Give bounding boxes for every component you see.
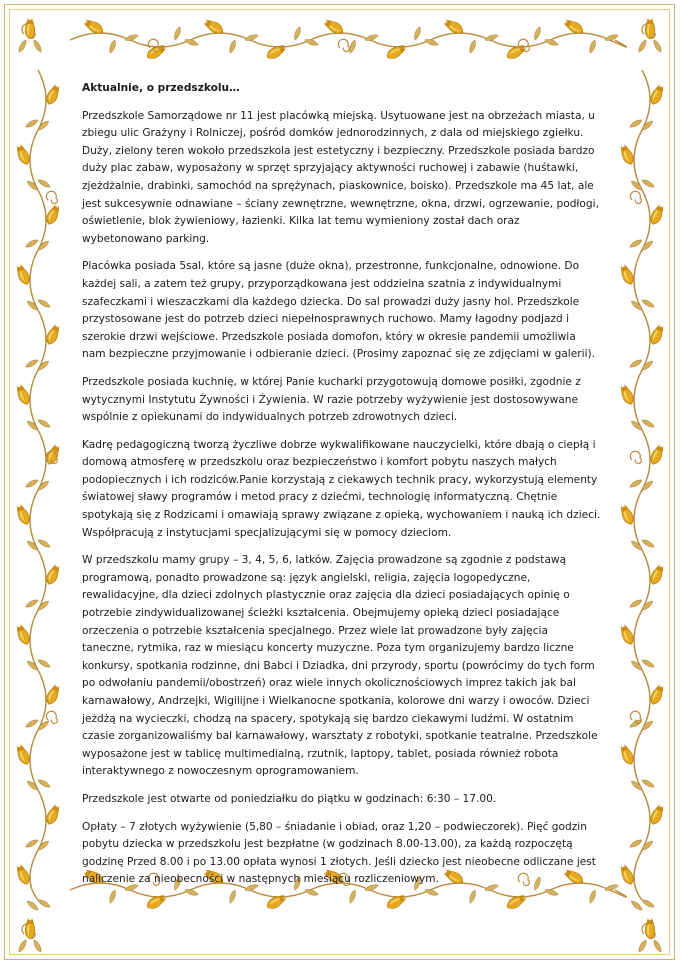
leaf-ornament: [228, 39, 237, 54]
leaf-ornament: [588, 39, 597, 54]
flower-bud-ornament: [648, 683, 666, 706]
leaf-ornament: [629, 238, 643, 249]
leaf-ornament: [630, 179, 644, 191]
leaf-ornament: [37, 359, 51, 371]
leaf-ornament: [37, 778, 51, 789]
leaf-ornament: [630, 659, 644, 671]
leaf-ornament: [468, 889, 477, 904]
leaf-ornament: [108, 39, 117, 54]
leaf-ornament: [25, 598, 39, 609]
flower-bud-ornament: [618, 863, 636, 886]
flower-bud-ornament: [14, 263, 32, 286]
leaf-ornament: [629, 598, 643, 609]
leaf-ornament: [37, 898, 51, 909]
leaf-ornament: [348, 889, 357, 904]
leaf-ornament: [629, 478, 643, 489]
flower-bud-ornament: [618, 143, 636, 166]
flower-bud-ornament: [44, 203, 62, 226]
leaf-ornament: [641, 418, 655, 429]
paragraph-fees: Opłaty – 7 złotych wyżywienie (5,80 – śniadanie i obiad, oraz 1,20 – podwieczorek). Pięć godzin pobytu dziecka w przedszkolu jest bezpłatne (w godzinach 8.00-13.00), za każdą rozpoczętą godzinę Przed 8.00 i po 13.00 opłata wynosi 1 złotych. Jeśli dziecko jest nieobecne odliczane jest naliczenie za nieobecności w następnych miesiącu rozliczeniowym.: [82, 820, 596, 886]
flower-bud-ornament: [618, 503, 636, 526]
leaf-ornament: [629, 118, 643, 129]
leaf-ornament: [17, 39, 28, 53]
leaf-ornament: [26, 539, 40, 551]
leaf-ornament: [26, 779, 40, 791]
flower-bud-ornament: [44, 563, 62, 586]
leaf-ornament: [26, 899, 40, 911]
leaf-ornament: [32, 939, 43, 953]
leaf-ornament: [37, 658, 51, 669]
leaf-ornament: [641, 898, 655, 909]
leaf-ornament: [641, 778, 655, 789]
leaf-ornament: [641, 298, 655, 309]
leaf-ornament: [26, 179, 40, 191]
leaf-ornament: [25, 478, 39, 489]
leaf-ornament: [32, 39, 43, 53]
leaf-ornament: [413, 26, 422, 41]
leaf-ornament: [588, 889, 597, 904]
leaf-ornament: [630, 419, 644, 431]
vine-curl-ornament: [630, 451, 641, 463]
flower-bud-ornament: [648, 203, 666, 226]
leaf-ornament: [108, 889, 117, 904]
leaf-ornament: [629, 358, 643, 369]
flower-bud-ornament: [14, 743, 32, 766]
leaf-ornament: [293, 26, 302, 41]
leaf-ornament: [641, 359, 655, 371]
flower-bud-ornament: [648, 443, 666, 466]
leaf-ornament: [37, 538, 51, 549]
document-heading: Aktualnie, o przedszkolu…: [82, 82, 240, 94]
paragraph-location: Przedszkole Samorządowe nr 11 jest placówką miejską. Usytuowane jest na obrzeżach miasta, u zbiegu ulic Grażyny i Rolniczej, pośród domków jednorodzinnych, z dala od miejskiego zgiełku. Duży, zielony teren wokoło przedszkola jest estetyczny i bezpieczny. Przedszkole posiada bardzo duży plac zabaw, wyposażony w sprzęt sprzyjający aktywności ruchowej i zabawie (huśtawki, zjeżdżalnie, drabinki, samochód na sprężynach, piaskownice, boisko). Przedszkole ma 45 lat, ale jest sukcesywnie odnawiane – ściany zewnętrzne, wewnętrzne, okna, drzwi, ogrzewanie, podłogi, oświetlenie, blok żywieniowy, łazienki. Kilka lat temu wymieniony został dach oraz wybetonowano parking.: [82, 109, 599, 245]
flower-bud-ornament: [618, 263, 636, 286]
leaf-ornament: [533, 26, 542, 41]
leaf-ornament: [25, 838, 39, 849]
leaf-ornament: [641, 658, 655, 669]
flower-bud-ornament: [44, 683, 62, 706]
leaf-ornament: [37, 239, 51, 251]
vine-curl-ornament: [46, 191, 57, 203]
leaf-ornament: [37, 119, 51, 131]
paragraph-groups: W przedszkolu mamy grupy – 3, 4, 5, 6, latków. Zajęcia prowadzone są zgodnie z podstawą programową, ponadto prowadzone są: język angielski, religia, zajęcia logopedyczne, rewalidacyjne, dla dzieci zdolnych plastycznie oraz zajęcia dla dzieci posiadających opinię o potrzebie zindywidualizowanej ścieżki kształcenia. Obejmujemy opieką dzieci posiadające orzeczenia o potrzebie kształcenia specjalnego. Przez wiele lat prowadzone były zajęcia taneczne, rytmika, raz w miesiącu koncerty muzyczne. Poza tym organizujemy bardzo liczne konkursy, spotkania rodzinne, dni Babci i Dziadka, dni przyrody, sportu (powrócimy do tych form po odwołaniu pandemii/obostrzeń) oraz wiele innych okolicznościowych imprez takich jak bal karnawałowy, Andrzejki, Wigilijne i Wielkanocne spotkania, kolorowe dni warzy i owoców. Dzieci jeżdżą na wycieczki, chodzą na spacery, spotykają się bardzo ciekawymi ludźmi. W ostatnim czasie zorganizowaliśmy bal karnawałowy, warsztaty z robotyki, spotkanie teatralne. Przedszkole wyposażone jest w tablicę multimedialną, rzutnik, laptopy, tablet, posiada również robota interaktywnego z nowoczesnym oprogramowaniem.: [82, 554, 598, 778]
flower-bud-ornament: [648, 83, 666, 106]
flower-bud-ornament: [25, 18, 35, 39]
flower-bud-ornament: [44, 323, 62, 346]
leaf-ornament: [26, 299, 40, 311]
leaf-ornament: [37, 719, 51, 731]
leaf-ornament: [37, 479, 51, 491]
leaf-ornament: [25, 118, 39, 129]
flower-bud-ornament: [648, 803, 666, 826]
flower-bud-ornament: [618, 623, 636, 646]
leaf-ornament: [37, 178, 51, 189]
leaf-ornament: [25, 358, 39, 369]
leaf-ornament: [641, 719, 655, 731]
flower-bud-ornament: [44, 803, 62, 826]
leaf-ornament: [468, 39, 477, 54]
paragraph-kitchen: Przedszkole posiada kuchnię, w której Panie kucharki przygotowują domowe posiłki, zgodnie z wytycznymi Instytutu Żywności i Żywienia. W razie potrzeby wyżywienie jest dostosowywane wspólnie z opiekunami do indywidualnych potrzeb zdrowotnych dzieci.: [82, 375, 581, 424]
flower-bud-ornament: [645, 918, 655, 939]
leaf-ornament: [652, 939, 663, 953]
leaf-ornament: [641, 538, 655, 549]
leaf-ornament: [630, 299, 644, 311]
leaf-ornament: [630, 899, 644, 911]
flower-bud-ornament: [14, 143, 32, 166]
leaf-ornament: [641, 119, 655, 131]
flower-bud-ornament: [618, 383, 636, 406]
leaf-ornament: [630, 539, 644, 551]
leaf-ornament: [641, 839, 655, 851]
leaf-ornament: [641, 239, 655, 251]
document-body: [82, 80, 602, 889]
flower-bud-ornament: [25, 918, 35, 939]
flower-bud-ornament: [14, 503, 32, 526]
leaf-ornament: [637, 39, 648, 53]
leaf-ornament: [641, 599, 655, 611]
flower-bud-ornament: [14, 863, 32, 886]
leaf-ornament: [641, 479, 655, 491]
leaf-ornament: [17, 939, 28, 953]
leaf-ornament: [25, 238, 39, 249]
leaf-ornament: [173, 26, 182, 41]
leaf-ornament: [629, 838, 643, 849]
leaf-ornament: [652, 39, 663, 53]
leaf-ornament: [630, 779, 644, 791]
leaf-ornament: [637, 939, 648, 953]
flower-bud-ornament: [618, 743, 636, 766]
leaf-ornament: [37, 298, 51, 309]
flower-bud-ornament: [14, 623, 32, 646]
flower-bud-ornament: [44, 83, 62, 106]
leaf-ornament: [228, 889, 237, 904]
leaf-ornament: [26, 659, 40, 671]
leaf-ornament: [25, 718, 39, 729]
flower-bud-ornament: [648, 323, 666, 346]
paragraph-staff: Kadrę pedagogiczną tworzą życzliwe dobrze wykwalifikowane nauczycielki, które dbają o ciepłą i domową atmosferę w przedszkolu oraz bezpieczeństwo i komfort pobytu naszych małych podopiecznych i ich rodziców.Panie korzystają z ciekawych technik pracy, wykorzystują elementy światowej sławy programów i metod pracy z dziećmi, technologię informatyczną. Chętnie spotykają się z Rodzicami i omawiają sprawy związane z opieką, wychowaniem i nauką ich dzieci. Współpracują z instytucjami specjalizującymi się w pomocy dzieciom.: [82, 438, 601, 539]
flower-bud-ornament: [648, 563, 666, 586]
leaf-ornament: [641, 178, 655, 189]
paragraph-rooms: Placówka posiada 5sal, które są jasne (duże okna), przestronne, funkcjonalne, odnowione. Do każdej sali, a zatem też grupy, przyporządkowana jest oddzielna szatnia z indywidualnymi szafeczkami i wieszaczkami dla każdego dziecka. Do sal prowadzi duży jasny hol. Przedszkole przystosowane jest do potrzeb dzieci niepełnosprawnych ruchowo. Mamy łagodny podjazd i szerokie drzwi wejściowe. Przedszkole posiada domofon, który w okresie pandemii umożliwia nam bezpieczne przyjmowanie i odbieranie dzieci. (Prosimy zapoznać się ze zdjęciami w galerii).: [82, 260, 596, 361]
leaf-ornament: [37, 599, 51, 611]
flower-bud-ornament: [14, 383, 32, 406]
paragraph-opening-hours: Przedszkole jest otwarte od poniedziałku do piątku w godzinach: 6:30 – 17.00.: [82, 792, 497, 805]
leaf-ornament: [26, 419, 40, 431]
leaf-ornament: [37, 418, 51, 429]
vine-curl-ornament: [630, 191, 641, 203]
flower-bud-ornament: [645, 18, 655, 39]
vine-curl-ornament: [338, 39, 349, 51]
leaf-ornament: [37, 839, 51, 851]
